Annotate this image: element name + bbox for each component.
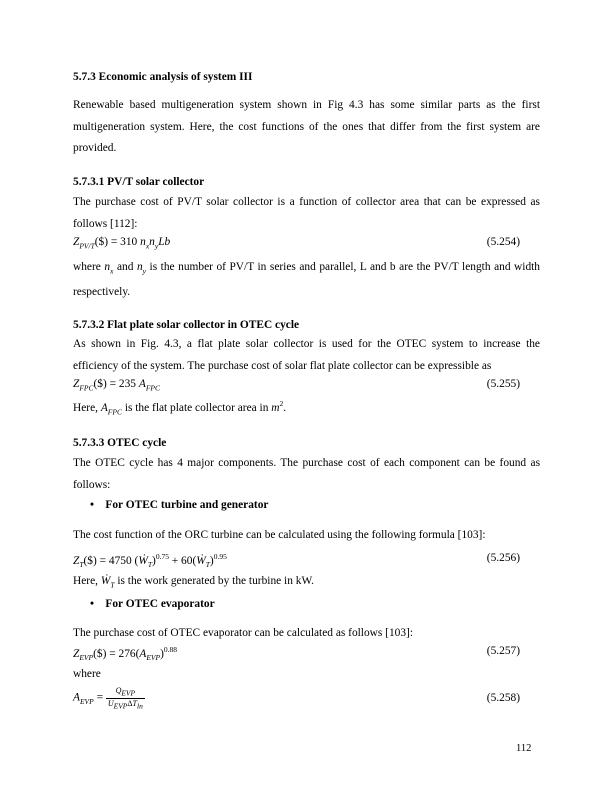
paragraph-5-7-3-2: As shown in Fig. 4.3, a flat plate solar collector is used for the OTEC system to increase the efficiency of the system. The purchase cost of solar flat plate collector can be expressible as — [73, 338, 540, 372]
equation-5-254: $Z_{PV/T}(\$) = 310$ $n_xn_yLb$ (5.254) — [73, 236, 520, 251]
where-label: where — [73, 668, 101, 680]
section-heading-5-7-3: 5.7.3 Economic analysis of system III — [73, 71, 253, 83]
paragraph-evaporator: The purchase cost of OTEC evaporator can be calculated as follows [103]: — [73, 627, 414, 639]
bullet-turbine: • For OTEC turbine and generator — [90, 499, 269, 511]
equation-5-256: $Z_T(\$) = 4750$ (Ẇ$_T$)$^{0.75}$ + 60(Ẇ$_T$)$^{0.95}$ (5.256) — [73, 552, 520, 570]
equation-number: (5.254) — [486, 236, 520, 248]
equation-5-258: $A_{EVP}$ = $\frac{Q_{EVP}}{U_{EVP}\Delta T_{ln}}$ (5.258) — [73, 686, 520, 711]
equation-number: (5.255) — [486, 378, 520, 390]
bullet-evaporator: • For OTEC evaporator — [90, 598, 215, 610]
section-heading-5-7-3-2: 5.7.3.2 Flat plate solar collector in OTEC cycle — [73, 319, 300, 331]
paragraph-after-5-254: where $n_x$ and $n_y$ is the number of PV/T in series and parallel, L and b are the PV/T length and width respectively. — [73, 261, 540, 298]
paragraph-turbine: The cost function of the ORC turbine can be calculated using the following formula [103]: — [73, 529, 486, 541]
equation-number: (5.256) — [486, 552, 520, 564]
equation-5-255: $Z_{FPC}(\$) = 235$ $A_{FPC}$ (5.255) — [73, 378, 520, 393]
paragraph-after-5-256: Here, Ẇ$_T$ is the work generated by the turbine in kW. — [73, 575, 314, 590]
equation-number: (5.257) — [486, 645, 520, 657]
paragraph-after-5-255: Here, $A_{FPC}$ is the flat plate collector area in $m^2$. — [73, 399, 287, 417]
fraction: $\frac{Q_{EVP}}{U_{EVP}\Delta T_{ln}}$ — [107, 686, 143, 711]
paragraph-5-7-3-1: The purchase cost of PV/T solar collector is a function of collector area that can be expressed as follows [112]: — [73, 196, 540, 230]
section-heading-5-7-3-1: 5.7.3.1 PV/T solar collector — [73, 176, 205, 188]
equation-number: (5.258) — [486, 692, 520, 704]
section-heading-5-7-3-3: 5.7.3.3 OTEC cycle — [73, 437, 167, 449]
paragraph-5-7-3: Renewable based multigeneration system shown in Fig 4.3 has some similar parts as the first multigeneration system. Here, the cost functions of the ones that differ from the first system are provided. — [73, 99, 540, 155]
equation-5-257: $Z_{EVP}(\$) = 276(A_{EVP})^{0.88}$ (5.257) — [73, 645, 520, 663]
paragraph-5-7-3-3: The OTEC cycle has 4 major components. The purchase cost of each component can be found as follows: — [73, 457, 540, 491]
page-number: 112 — [516, 743, 532, 754]
